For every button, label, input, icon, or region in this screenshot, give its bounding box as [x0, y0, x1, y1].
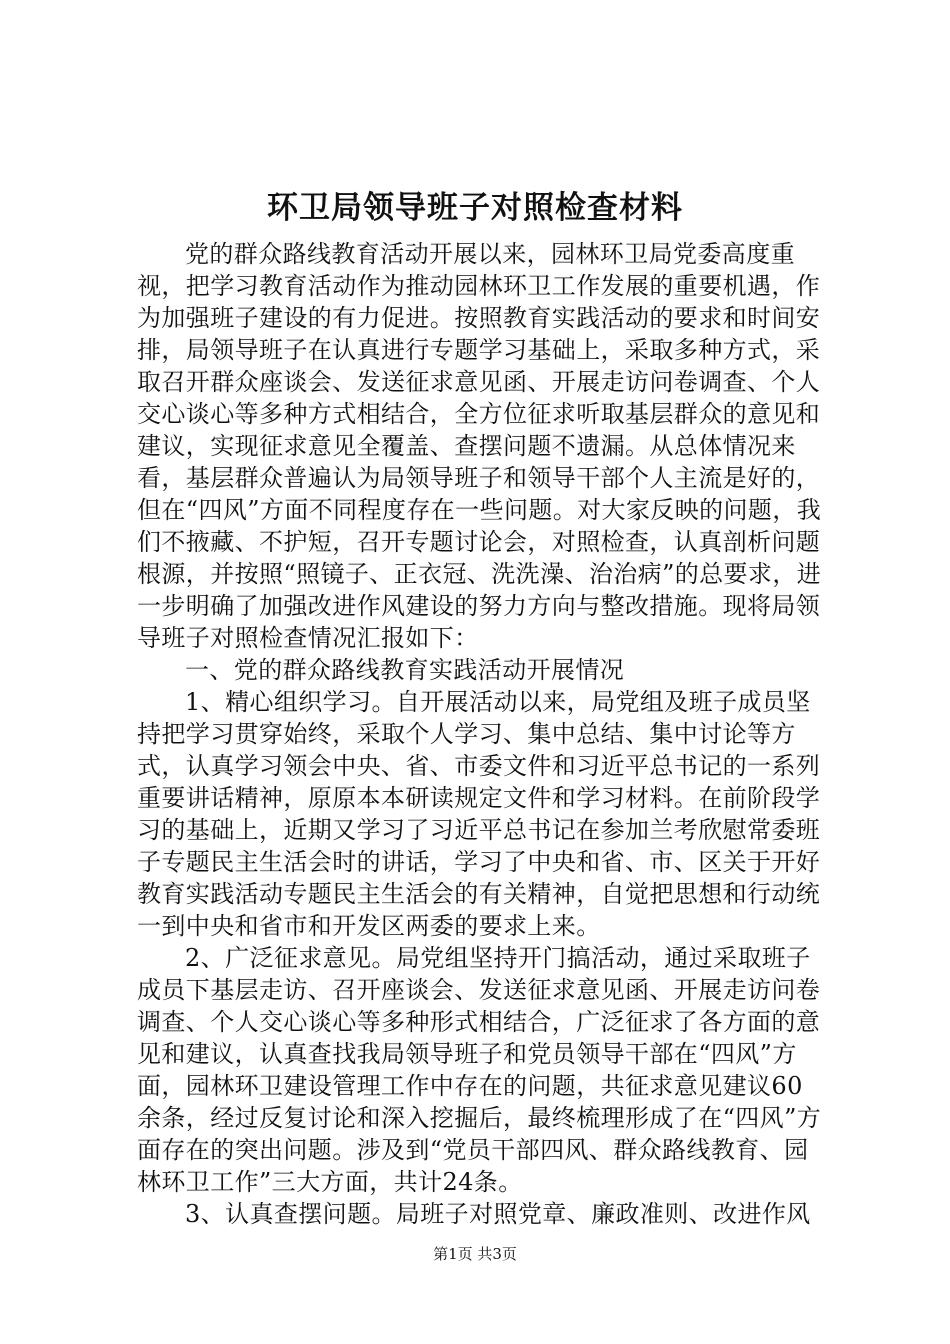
- paragraph-problems: 3、认真查摆问题。局班子对照党章、廉政准则、改进作风: [185, 1200, 811, 1228]
- paragraph-opinions: 2、广泛征求意见。局党组坚持开门搞活动，通过采取班子成员下基层走访、召开座谈会、发送征求意见函、开展走访问卷调查、个人交心谈心等多种形式相结合，广泛征求了各方面的意见和建议，认真查找我局领导班子和党员领导干部在“四风”方面，园林环卫建设管理工作中存在的问题，共征求意见建议60余条，经过反复讨论和深入挖掘后，最终梳理形成了在“四风”方面存在的突出问题。涉及到“党员干部四风、群众路线教育、园林环卫工作”三大方面，共计24条。: [137, 944, 822, 1196]
- paragraph-study: 1、精心组织学习。自开展活动以来，局党组及班子成员坚持把学习贯穿始终，采取个人学习、集中总结、集中讨论等方式，认真学习领会中央、省、市委文件和习近平总书记的一系列重要讲话精神，原原本本研读规定文件和学习材料。在前阶段学习的基础上，近期又学习了习近平总书记在参加兰考欣慰常委班子专题民主生活会时的讲话，学习了中央和省、市、区关于开好教育实践活动专题民主生活会的有关精神，自觉把思想和行动统一到中央和省市和开发区两委的要求上来。: [137, 688, 821, 940]
- paragraph-intro: 党的群众路线教育活动开展以来，园林环卫局党委高度重视，把学习教育活动作为推动园林环卫工作发展的重要机遇，作为加强班子建设的有力促进。按照教育实践活动的要求和时间安排，局领导班子在认真进行专题学习基础上，采取多种方式，采取召开群众座谈会、发送征求意见函、开展走访问卷调查、个人交心谈心等多种方式相结合，全方位征求听取基层群众的意见和建议，实现征求意见全覆盖、查摆问题不遗漏。从总体情况来看，基层群众普遍认为局领导班子和领导干部个人主流是好的，但在“四风”方面不同程度存在一些问题。对大家反映的问题，我们不掖藏、不护短，召开专题讨论会，对照检查，认真剖析问题根源，并按照“照镜子、正衣冠、洗洗澡、治治病”的总要求，进一步明确了加强改进作风建设的努力方向与整改措施。现将局领导班子对照检查情况汇报如下：: [137, 240, 822, 652]
- page-number: 第1页 共3页: [433, 1245, 517, 1263]
- section-heading: 一、党的群众路线教育实践活动开展情况: [185, 656, 625, 684]
- document-title: 环卫局领导班子对照检查材料: [267, 190, 683, 226]
- document-body: [137, 238, 827, 1230]
